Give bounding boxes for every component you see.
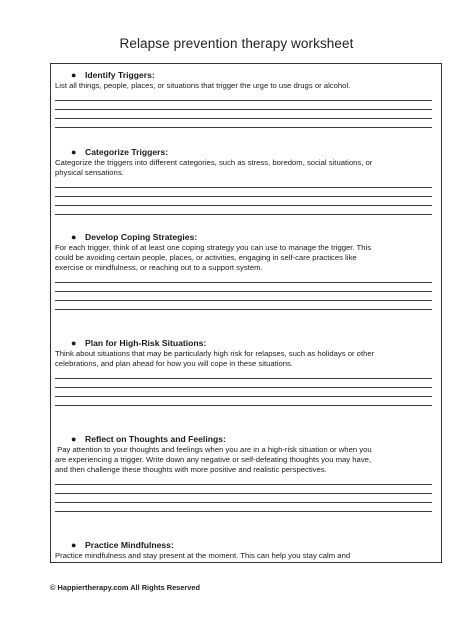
section-description-line: For each trigger, think of at least one coping strategy you can use to manage the trigger. This bbox=[55, 243, 372, 252]
bullet-icon: ● bbox=[71, 434, 77, 444]
section-heading bbox=[55, 434, 437, 445]
worksheet-title: Relapse prevention therapy worksheet bbox=[119, 36, 354, 51]
heading-text: Identify Triggers: bbox=[85, 70, 155, 80]
answer-line[interactable] bbox=[55, 292, 432, 301]
answer-lines[interactable] bbox=[55, 476, 437, 512]
section-description-line: Think about situations that may be particularly high risk for relapses, such as holidays or other bbox=[55, 349, 375, 358]
heading-text: Reflect on Thoughts and Feelings: bbox=[85, 434, 226, 444]
answer-line[interactable] bbox=[55, 301, 432, 310]
answer-line[interactable] bbox=[55, 476, 432, 485]
bullet-icon: ● bbox=[71, 232, 77, 242]
answer-line[interactable] bbox=[55, 179, 432, 188]
section-description-line: celebrations, and plan ahead for how you will cope in these situations. bbox=[55, 359, 294, 368]
answer-line[interactable] bbox=[55, 379, 432, 388]
section-reflect-thoughts bbox=[55, 434, 437, 512]
answer-line[interactable] bbox=[55, 274, 432, 283]
answer-lines[interactable] bbox=[55, 92, 437, 128]
section-description-line: Practice mindfulness and stay present at the moment. This can help you stay calm and bbox=[55, 551, 351, 560]
heading-text: Develop Coping Strategies: bbox=[85, 232, 198, 242]
section-description-line: Categorize the triggers into different categories, such as stress, boredom, social situations, or bbox=[55, 158, 373, 167]
bullet-icon: ● bbox=[71, 147, 77, 157]
answer-line[interactable] bbox=[55, 388, 432, 397]
heading-text: Categorize Triggers: bbox=[85, 147, 169, 157]
section-practice-mindfulness bbox=[55, 540, 437, 561]
bullet-icon: ● bbox=[71, 70, 77, 80]
answer-line[interactable] bbox=[55, 110, 432, 119]
copyright-footer: © Happiertherapy.com All Rights Reserved bbox=[50, 583, 201, 592]
heading-text: Plan for High-Risk Situations: bbox=[85, 338, 207, 348]
worksheet-frame bbox=[50, 63, 442, 563]
answer-lines[interactable] bbox=[55, 370, 437, 406]
section-develop-coping-strategies bbox=[55, 232, 437, 310]
section-description-line: and then challenge these thoughts with more positive and realistic perspectives. bbox=[55, 465, 327, 474]
section-heading bbox=[55, 540, 437, 551]
answer-line[interactable] bbox=[55, 485, 432, 494]
section-heading bbox=[55, 147, 437, 158]
answer-line[interactable] bbox=[55, 503, 432, 512]
answer-line[interactable] bbox=[55, 101, 432, 110]
answer-line[interactable] bbox=[55, 397, 432, 406]
section-description: List all things, people, places, or situations that trigger the urge to use drugs or alcohol. bbox=[55, 81, 351, 90]
answer-line[interactable] bbox=[55, 188, 432, 197]
answer-line[interactable] bbox=[55, 119, 432, 128]
section-plan-high-risk bbox=[55, 338, 437, 406]
section-description-line: physical sensations. bbox=[55, 168, 124, 177]
answer-lines[interactable] bbox=[55, 179, 437, 215]
answer-lines[interactable] bbox=[55, 274, 437, 310]
answer-line[interactable] bbox=[55, 494, 432, 503]
section-heading bbox=[55, 70, 437, 81]
section-description-line: could be avoiding certain people, places, or activities, engaging in self-care practices like bbox=[55, 253, 357, 262]
heading-text: Practice Mindfulness: bbox=[85, 540, 174, 550]
section-description-line: Pay attention to your thoughts and feelings when you are in a high-risk situation or when you bbox=[55, 445, 372, 454]
answer-line[interactable] bbox=[55, 283, 432, 292]
section-identify-triggers bbox=[55, 70, 437, 128]
answer-line[interactable] bbox=[55, 370, 432, 379]
bullet-icon: ● bbox=[71, 338, 77, 348]
answer-line[interactable] bbox=[55, 206, 432, 215]
answer-line[interactable] bbox=[55, 197, 432, 206]
section-heading bbox=[55, 338, 437, 349]
section-description-line: are experiencing a trigger. Write down any negative or self-defeating thoughts you may have, bbox=[55, 455, 372, 464]
section-categorize-triggers bbox=[55, 147, 437, 215]
section-heading bbox=[55, 232, 437, 243]
section-description-line: exercise or mindfulness, or reaching out to a support system. bbox=[55, 263, 263, 272]
answer-line[interactable] bbox=[55, 92, 432, 101]
bullet-icon: ● bbox=[71, 540, 77, 550]
